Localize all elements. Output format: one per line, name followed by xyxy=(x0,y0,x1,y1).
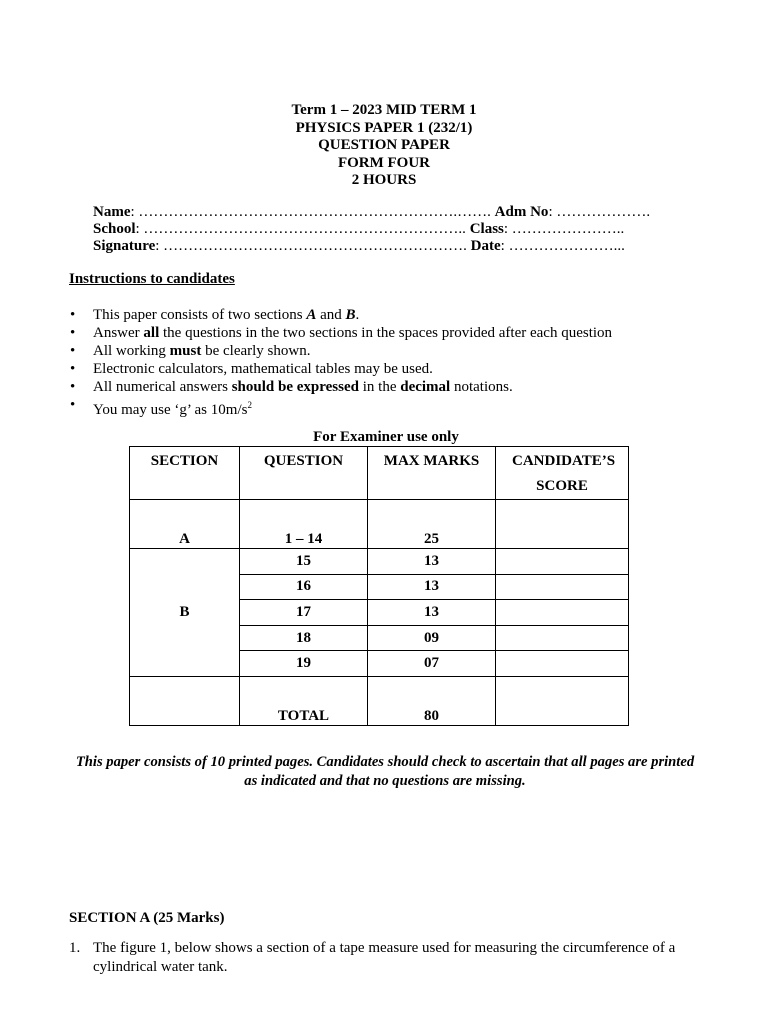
score-cell[interactable] xyxy=(496,625,629,651)
total-max-marks: 80 xyxy=(368,676,496,725)
bullet-icon: • xyxy=(70,343,76,359)
score-cell[interactable] xyxy=(496,600,629,626)
instruction-item: • This paper consists of two sections A and B. xyxy=(70,307,360,323)
signature-row xyxy=(93,238,650,255)
school-row xyxy=(93,221,650,238)
bullet-icon: • xyxy=(70,379,76,395)
table-header-row xyxy=(130,447,629,500)
adm-no-label: Adm No xyxy=(494,204,549,220)
duration: 2 HOURS xyxy=(351,172,417,188)
score-cell[interactable] xyxy=(496,574,629,600)
total-row xyxy=(130,676,629,725)
total-label: TOTAL xyxy=(240,676,368,725)
section-cell: B xyxy=(130,549,240,677)
bullet-icon: • xyxy=(70,361,76,377)
question-cell: 1 – 14 xyxy=(240,500,368,549)
header-section: SECTION xyxy=(130,447,240,500)
signature-label: Signature xyxy=(93,238,156,254)
bullet-icon: • xyxy=(70,325,76,341)
date-field[interactable]: : …………………... xyxy=(500,238,625,254)
max-marks-cell: 13 xyxy=(368,600,496,626)
instruction-item: • Electronic calculators, mathematical tables may be used. xyxy=(70,361,433,377)
date-label: Date xyxy=(470,238,501,254)
signature-field[interactable]: : ……………………………………………………. xyxy=(155,238,471,254)
examiner-score-table xyxy=(129,446,629,726)
table-row xyxy=(130,549,629,575)
question-1 xyxy=(69,939,709,976)
question-cell: 15 xyxy=(240,549,368,575)
score-cell[interactable] xyxy=(496,651,629,677)
class-field[interactable]: : ………………….. xyxy=(503,221,625,237)
candidate-details xyxy=(93,204,650,255)
bullet-icon: • xyxy=(70,307,76,323)
header-max-marks: MAX MARKS xyxy=(368,447,496,500)
instruction-item: • All working must be clearly shown. xyxy=(70,343,311,359)
max-marks-cell: 13 xyxy=(368,574,496,600)
examiner-table-caption: For Examiner use only xyxy=(313,429,459,445)
question-number: 1. xyxy=(69,940,81,956)
section-a-title: SECTION A (25 Marks) xyxy=(69,910,225,926)
paper-type: QUESTION PAPER xyxy=(318,137,450,153)
instruction-item: • You may use ‘g’ as $10m/s^2$ xyxy=(70,397,252,418)
header-candidate-score: CANDIDATE’S SCORE xyxy=(496,447,629,500)
bullet-icon: • xyxy=(70,397,76,413)
instructions-list xyxy=(69,306,612,419)
section-cell xyxy=(130,676,240,725)
question-cell: 19 xyxy=(240,651,368,677)
instruction-item: • Answer all the questions in the two sections in the spaces provided after each question xyxy=(70,325,613,341)
instruction-item: • All numerical answers should be expressed in the decimal notations. xyxy=(70,379,513,395)
exam-term-title: Term 1 – 2023 MID TERM 1 xyxy=(291,102,477,118)
paper-header xyxy=(0,102,768,190)
question-cell: 18 xyxy=(240,625,368,651)
max-marks-cell: 07 xyxy=(368,651,496,677)
school-field[interactable]: : ……………………………………………………….. xyxy=(135,221,470,237)
name-row xyxy=(93,204,650,221)
adm-no-field[interactable]: : ………………. xyxy=(548,204,651,220)
instructions-title: Instructions to candidates xyxy=(69,271,235,287)
class-label: Class xyxy=(469,221,504,237)
score-cell[interactable] xyxy=(496,500,629,549)
max-marks-cell: 13 xyxy=(368,549,496,575)
question-cell: 16 xyxy=(240,574,368,600)
section-cell: A xyxy=(130,500,240,549)
question-cell: 17 xyxy=(240,600,368,626)
question-text: The figure 1, below shows a section of a tape measure used for measuring the circumference of a cylindrical water tank. xyxy=(93,940,676,975)
form-level: FORM FOUR xyxy=(337,154,431,171)
score-cell[interactable] xyxy=(496,549,629,575)
header-question: QUESTION xyxy=(240,447,368,500)
paper-title: PHYSICS PAPER 1 (232/1) xyxy=(295,119,473,136)
max-marks-cell: 25 xyxy=(368,500,496,549)
name-field[interactable]: : ……………………………………………………….……. xyxy=(130,204,491,220)
name-label: Name xyxy=(93,204,131,220)
table-row xyxy=(130,500,629,549)
pages-note: This paper consists of 10 printed pages. Candidates should check to ascertain that all pages are printed as indicated and that no questions are missing. xyxy=(75,754,695,789)
max-marks-cell: 09 xyxy=(368,625,496,651)
total-score-cell[interactable] xyxy=(496,676,629,725)
school-label: School xyxy=(93,221,136,237)
